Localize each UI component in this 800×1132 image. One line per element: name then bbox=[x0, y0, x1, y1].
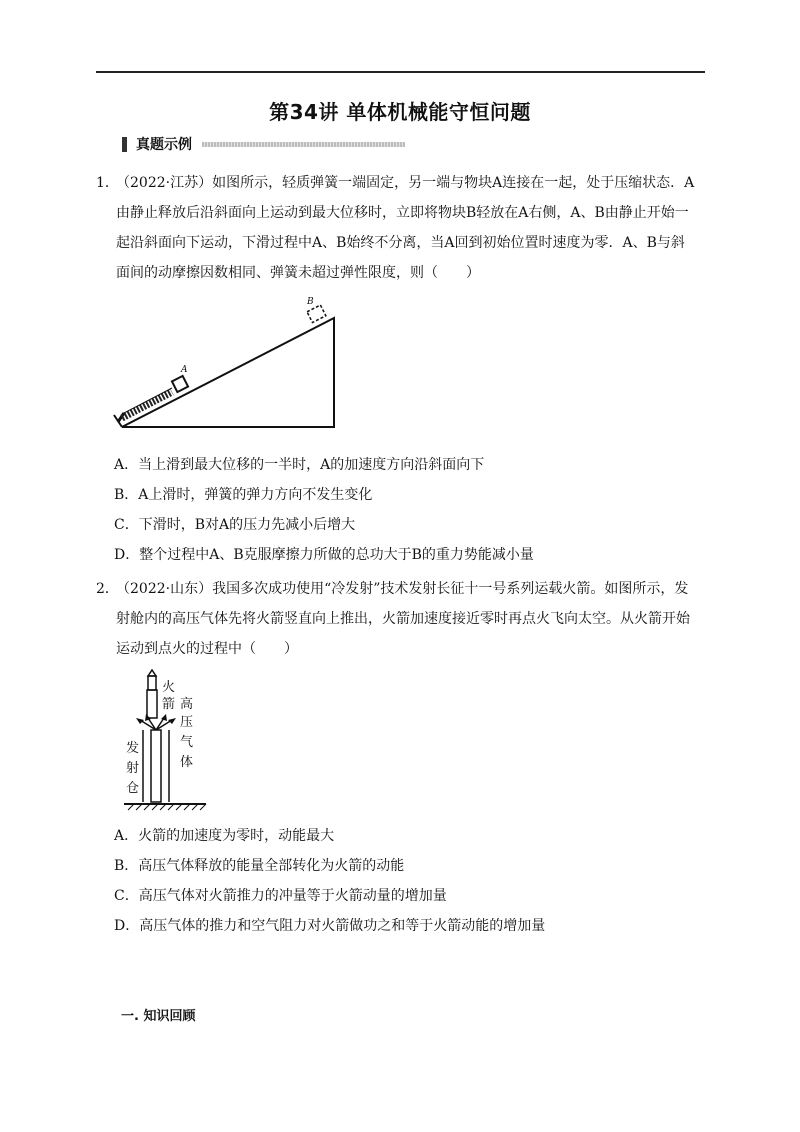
gas-arrows bbox=[140, 718, 172, 730]
gas-label-1: 高 bbox=[180, 697, 194, 712]
q2-option-b: B．高压气体释放的能量全部转化为火箭的动能 bbox=[114, 858, 405, 874]
question-number: 1． bbox=[96, 175, 119, 191]
q2-option-c: C．高压气体对火箭推力的冲量等于火箭动量的增加量 bbox=[114, 888, 447, 904]
question-text-line: （2022·江苏）如图所示，轻质弹簧一端固定，另一端与物块A连接在一起，处于压缩状态．A bbox=[116, 175, 695, 191]
q2-option-a: A．火箭的加速度为零时，动能最大 bbox=[114, 828, 335, 844]
question-1 bbox=[96, 168, 708, 288]
block-a bbox=[172, 376, 188, 392]
rocket-launch-diagram bbox=[118, 668, 218, 816]
q2-option-d: D．高压气体的推力和空气阻力对火箭做功之和等于火箭动能的增加量 bbox=[114, 918, 546, 934]
question-text-line: 由静止释放后沿斜面向上运动到最大位移时，立即将物块B轻放在A右侧，A、B由静止开始一 bbox=[116, 205, 689, 221]
q1-option-b: B．A上滑时，弹簧的弹力方向不发生变化 bbox=[114, 487, 373, 503]
block-b-dashed bbox=[307, 305, 326, 323]
launch-tube bbox=[151, 730, 161, 802]
q1-option-c: C．下滑时，B对A的压力先减小后增大 bbox=[114, 517, 356, 533]
header-rule bbox=[96, 71, 705, 73]
incline-spring-diagram bbox=[110, 292, 350, 437]
rocket-label-1: 火 bbox=[162, 680, 176, 695]
question-text-line: 面间的动摩擦因数相同、弹簧未超过弹性限度，则（ ） bbox=[116, 265, 480, 281]
question-text-line: （2022·山东）我国多次成功使用“冷发射”技术发射长征十一号系列运载火箭。如图所示，发 bbox=[116, 581, 689, 597]
section-label: 真题示例 bbox=[136, 137, 192, 153]
chamber-walls bbox=[143, 730, 169, 802]
section-decor-line bbox=[202, 142, 405, 147]
question-2 bbox=[96, 574, 708, 664]
q1-option-d: D．整个过程中A、B克服摩擦力所做的总功大于B的重力势能减小量 bbox=[114, 547, 534, 563]
section-heading bbox=[122, 134, 405, 154]
gas-label-4: 体 bbox=[180, 755, 194, 770]
chamber-label-1: 发 bbox=[126, 741, 140, 756]
rocket-body bbox=[147, 690, 157, 718]
incline-triangle bbox=[122, 318, 334, 427]
question-text-line: 起沿斜面向下运动，下滑过程中A、B始终不分离，当A回到初始位置时速度为零．A、B与斜 bbox=[116, 235, 685, 251]
knowledge-review-heading: 一. 知识回顾 bbox=[121, 1009, 196, 1024]
rocket-upper bbox=[148, 676, 156, 690]
rocket-label-2: 箭 bbox=[162, 697, 176, 712]
question-text-line: 射舱内的高压气体先将火箭竖直向上推出，火箭加速度接近零时再点火飞向太空。从火箭开始 bbox=[116, 611, 690, 627]
label-b: B bbox=[307, 297, 314, 307]
rocket-nose bbox=[148, 670, 156, 676]
label-a: A bbox=[181, 365, 188, 375]
chamber-label-3: 仓 bbox=[126, 781, 140, 796]
gas-label-3: 气 bbox=[180, 735, 194, 750]
chamber-label-2: 射 bbox=[126, 761, 140, 776]
question-text-line: 运动到点火的过程中（ ） bbox=[116, 641, 298, 657]
gas-label-2: 压 bbox=[180, 715, 194, 730]
section-marker bbox=[122, 137, 127, 152]
question-number: 2． bbox=[96, 581, 119, 597]
q1-option-a: A．当上滑到最大位移的一半时，A的加速度方向沿斜面向下 bbox=[114, 457, 485, 473]
page-title: 第34讲 单体机械能守恒问题 bbox=[269, 100, 531, 124]
